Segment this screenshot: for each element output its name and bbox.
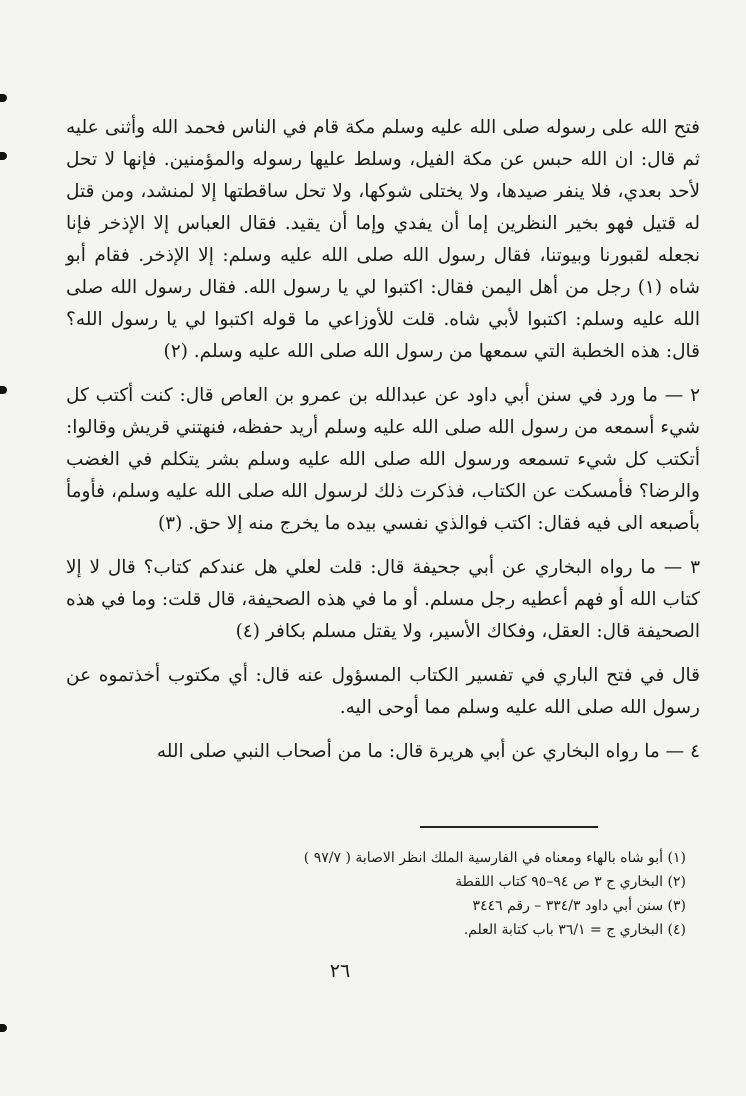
paragraph-item-4: ٤ — ما رواه البخاري عن أبي هريرة قال: ما من أصحاب النبي صلى الله [156,741,700,762]
footnote-3: (٣) سنن أبي داود ٣٣٤/٣ – رقم ٣٤٤٦ [472,898,686,914]
footnote-rule [420,826,598,828]
footnote-1: (١) أبو شاه بالهاء ومعناه في الفارسية الملك انظر الاصابة ( ٩٧/٧ ) [303,850,686,866]
footnotes [300,846,686,942]
paragraph-gap [66,540,700,552]
paragraph-opening: فتح الله على رسوله صلى الله عليه وسلم مكة قام في الناس فحمد الله وأثنى عليه ثم قال: ان الله حبس عن مكة الفيل، وسلط عليها رسوله والمؤمنين. فإنها لا تحل لأحد بعدي، فلا ينفر صيدها، ولا يختلى شوكها، ولا تحل ساقطتها إلا لمنشد، ومن قتل له قتيل فهو بخير النظرين إما أن يفدي وإما أن يقيد. فقال العباس إلا الإذخر فإنا نجعله لقبورنا وبيوتنا، فقال رسول الله صلى الله عليه وسلم: إلا الإذخر. فقام أبو شاه (١) رجل من أهل اليمن فقال: اكتبوا لي يا رسول الله. فقال رسول الله صلى الله عليه وسلم: اكتبوا لأبي شاه. قلت للأوزاعي ما قوله اكتبوا لي يا رسول الله؟ قال: هذه الخطبة التي سمعها من رسول الله صلى الله عليه وسلم. (٢) [66,117,700,362]
binding-mark [0,1024,7,1032]
binding-mark [0,152,7,160]
paragraph-gap [66,648,700,660]
page-number: ٢٦ [329,960,351,982]
paragraph-gap [66,368,700,380]
paragraph-gap [66,724,700,736]
footnote-4: (٤) البخاري ج = ٣٦/١ باب كتابة العلم. [463,922,686,938]
page-body [66,112,700,768]
binding-mark [0,94,7,102]
paragraph-item-2: ٢ — ما ورد في سنن أبي داود عن عبدالله بن عمرو بن العاص قال: كنت أكتب كل شيء أسمعه من رسول الله صلى الله عليه وسلم أريد حفظه، فنهتني قريش وقالوا: أتكتب كل شيء تسمعه ورسول الله صلى الله عليه وسلم بشر يتكلم في الغضب والرضا؟ فأمسكت عن الكتاب، فذكرت ذلك لرسول الله صلى الله عليه وسلم، فأومأ بأصبعه الى فيه فقال: اكتب فوالذي نفسي بيده ما يخرج منه إلا حق. (٣) [66,385,700,534]
paragraph-fath-albari: قال في فتح الباري في تفسير الكتاب المسؤول عنه قال: أي مكتوب أخذتموه عن رسول الله صلى الله عليه وسلم مما أوحى اليه. [66,665,700,718]
binding-mark [0,386,7,394]
footnote-2: (٢) البخاري ج ٣ ص ٩٤–٩٥ كتاب اللقطة [455,874,686,890]
paragraph-item-3: ٣ — ما رواه البخاري عن أبي جحيفة قال: قلت لعلي هل عندكم كتاب؟ قال لا إلا كتاب الله أو فهم أعطيه رجل مسلم. أو ما في هذه الصحيفة، قال قلت: وما في هذه الصحيفة قال: العقل، وفكاك الأسير، ولا يقتل مسلم بكافر (٤) [66,557,700,642]
